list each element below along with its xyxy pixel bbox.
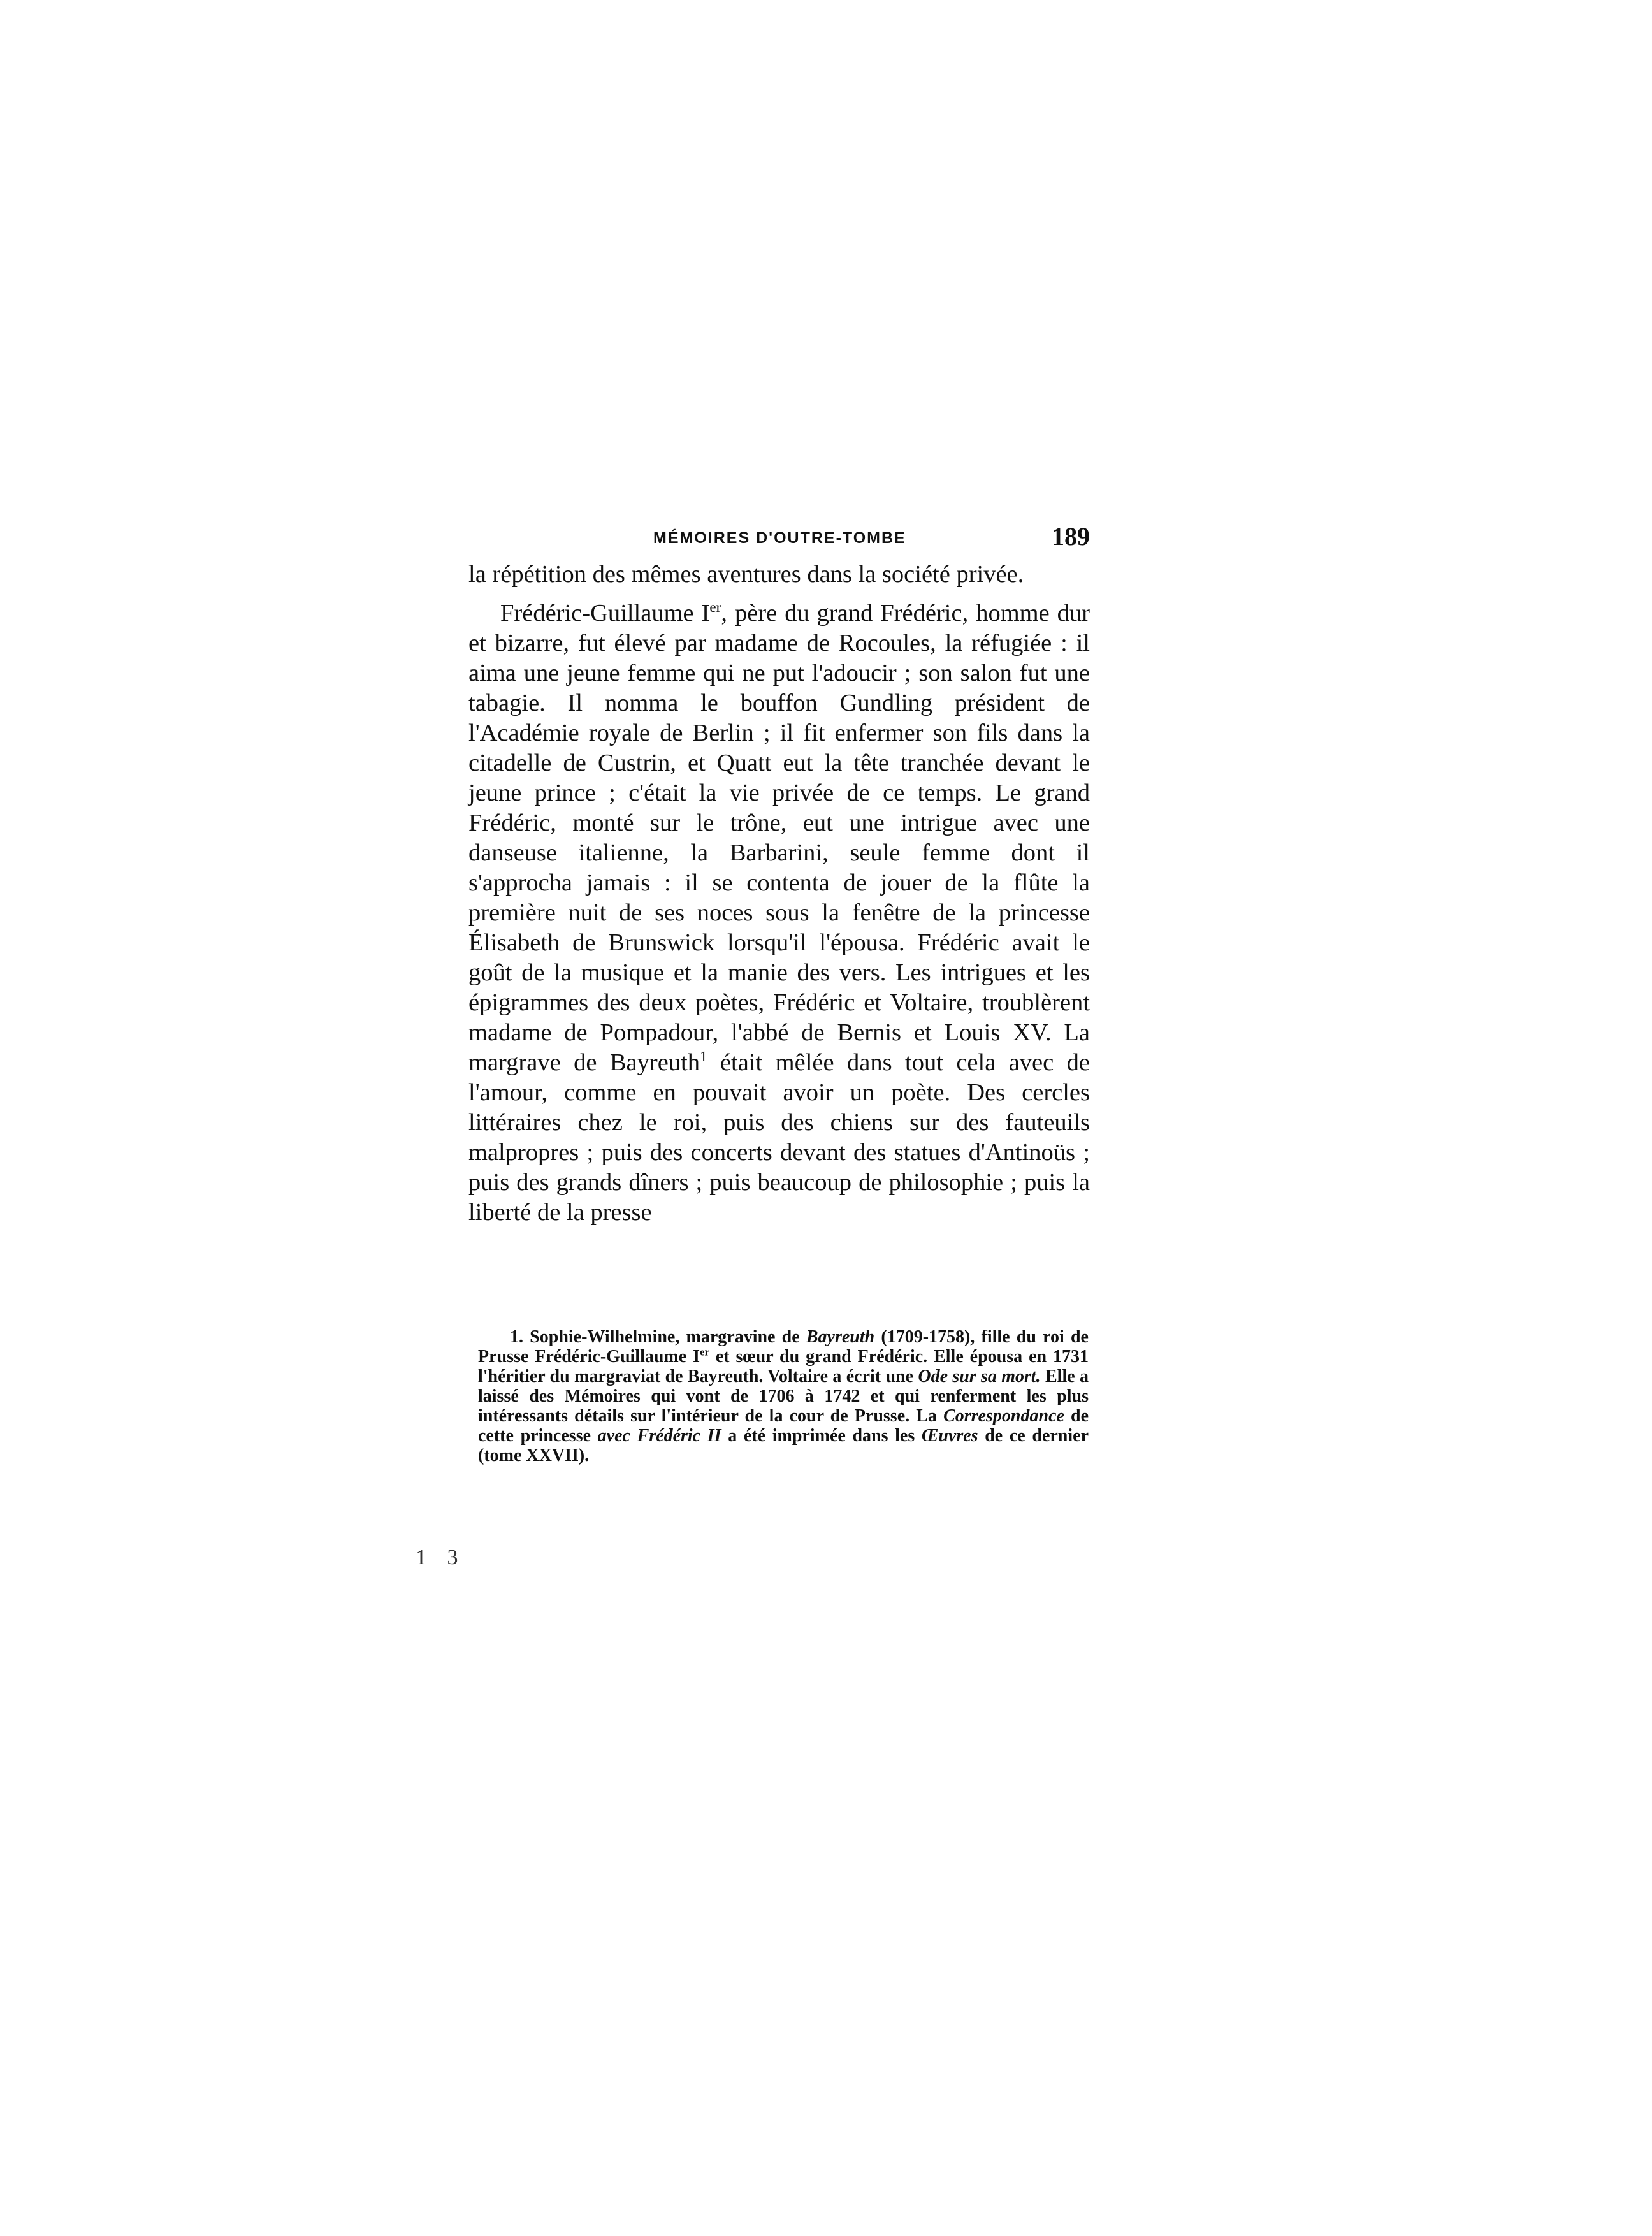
superscript: er xyxy=(709,599,721,616)
paragraph xyxy=(468,599,1090,1228)
running-title: MÉMOIRES D'OUTRE-TOMBE xyxy=(653,529,906,547)
paragraph-text: était mêlée dans tout cela avec de l'amour, comme en pouvait avoir un poète. Des cercles littéraires chez le roi, puis des chiens sur des fauteuils malpropres ; puis des concerts devant des statues d'Antinoüs ; puis des grands dîners ; puis beaucoup de philosophie ; puis la liberté de la presse xyxy=(468,1049,1090,1226)
paragraph-text: la répétition des mêmes aventures dans la société privée. xyxy=(468,561,1024,588)
footnote-text: Elle a laissé des Mémoires qui vont de 1706 à 1742 et qui renferment les plus intéressants détails sur l'intérieur de la cour de Prusse. La xyxy=(478,1367,1089,1426)
superscript: er xyxy=(700,1346,709,1358)
footnote xyxy=(478,1327,1089,1465)
footnote-text: Sophie-Wilhelmine, margravine de xyxy=(523,1327,806,1347)
footnote-italic: Correspondance xyxy=(943,1406,1064,1426)
footnote-number: 1. xyxy=(510,1327,523,1347)
footnote-italic: Ode sur sa mort. xyxy=(918,1367,1041,1386)
paragraph-continuation xyxy=(468,560,1090,590)
footnote-italic: Œuvres xyxy=(921,1426,978,1446)
page-header xyxy=(468,521,1090,560)
footnote-text: a été imprimée dans les xyxy=(721,1426,922,1446)
paragraph-text: , père du grand Frédéric, homme dur et bizarre, fut élevé par madame de Rocoules, la réfugiée : il aima une jeune femme qui ne put l'adoucir ; son salon fut une tabagie. Il nomma le bouffon Gundling président de l'Académie royale de Berlin ; il fit enfermer son fils dans la citadelle de Custrin, et Quatt eut la tête tranchée devant le jeune prince ; c'était la vie privée de ce temps. Le grand Frédéric, monté sur le trône, eut une intrigue avec une danseuse italienne, la Barbarini, seule femme dont il s'approcha jamais : il se contenta de jouer de la flûte la première nuit de ses noces sous la fenêtre de la princesse Élisabeth de Brunswick lorsqu'il l'épousa. Frédéric avait le goût de la musique et la manie des vers. Les intrigues et les épigrammes des deux poètes, Frédéric et Voltaire, troublèrent madame de Pompadour, l'abbé de Bernis et Louis XV. La margrave de Bayreuth xyxy=(468,600,1090,1076)
footnote-text: et sœur du grand Frédéric. Elle épousa en 1731 l'héritier du margraviat de Bayreuth. Voltaire a écrit une xyxy=(478,1347,1089,1386)
signature-mark: 1 3 xyxy=(416,1546,466,1569)
footnote-italic: avec Frédéric II xyxy=(597,1426,721,1446)
footnote-text: (1709-1758), fille du roi de Prusse Frédéric-Guillaume I xyxy=(478,1327,1089,1367)
footnote-text: de cette princesse xyxy=(478,1406,1089,1446)
footnote-reference: 1 xyxy=(699,1048,707,1065)
paragraph-text: Frédéric-Guillaume I xyxy=(500,600,710,627)
page-number: 189 xyxy=(1052,522,1090,551)
footnote-italic: Bayreuth xyxy=(806,1327,875,1347)
footnote-text: de ce dernier (tome XXVII). xyxy=(478,1426,1089,1465)
main-text xyxy=(468,560,1090,1228)
